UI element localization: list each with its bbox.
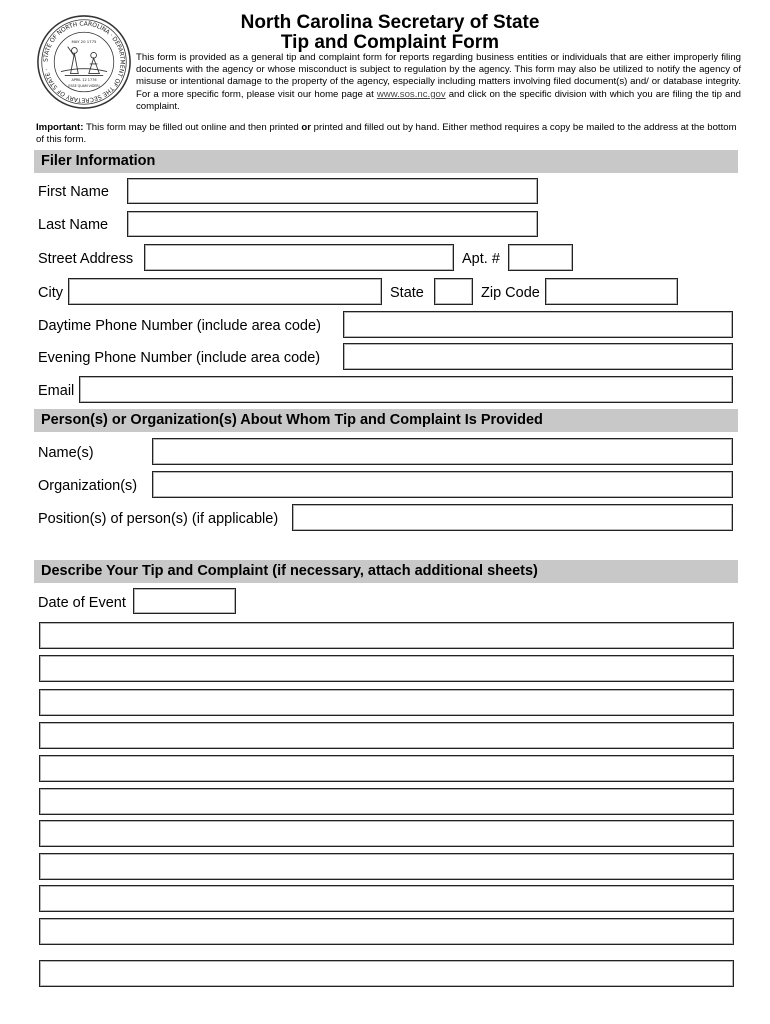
intro-paragraph [136,52,741,113]
seal-date: APRIL 12 1776 [71,78,97,83]
apt-label: Apt. # [462,251,500,267]
description-line-6[interactable] [39,788,734,815]
important-text-2: printed and filled out by hand. Either method requires a copy be mailed to the address at the bottom of this form. [36,122,737,146]
important-label: Important: [36,122,84,133]
positions-label: Position(s) of person(s) (if applicable) [38,511,279,527]
description-line-3[interactable] [39,689,734,716]
zip-code-label: Zip Code [481,285,540,301]
date-of-event-input[interactable] [133,588,236,614]
intro-text: This form is provided as a general tip and complaint form for reports regarding business entities or individuals that are either improperly filing documents with the agency or whose misconduct is subject to regulation by the agency. This form may also be utilized to notify the agency of misuse or intentional damage to the property of the agency, especially including matters involving filed document(s) and/ or database integrity. For a more specific form, please visit our home page at [136,52,741,100]
date-of-event-label: Date of Event [38,595,126,611]
last-name-input[interactable] [127,211,538,237]
city-label: City [38,285,63,301]
apt-input[interactable] [508,244,573,271]
description-line-5[interactable] [39,755,734,782]
state-label: State [390,285,424,301]
sos-website-link[interactable]: www.sos.nc.gov [376,88,446,100]
city-input[interactable] [68,278,382,305]
section-subject-information: Person(s) or Organization(s) About Whom Tip and Complaint Is Provided [34,409,738,432]
state-input[interactable] [434,278,473,305]
first-name-label: First Name [38,184,109,200]
zip-code-input[interactable] [545,278,678,305]
seal-motto: ESSE QUAM VIDERI [68,83,100,88]
positions-input[interactable] [292,504,733,531]
street-address-label: Street Address [38,251,134,267]
names-input[interactable] [152,438,733,465]
daytime-phone-label: Daytime Phone Number (include area code) [38,318,321,334]
description-line-7[interactable] [39,820,734,847]
description-line-8[interactable] [39,853,734,880]
description-line-9[interactable] [39,885,734,912]
section-describe-complaint: Describe Your Tip and Complaint (if necessary, attach additional sheets) [34,560,738,583]
last-name-label: Last Name [38,217,109,233]
organizations-input[interactable] [152,471,733,498]
important-text-1: This form may be filled out online and then printed [85,122,299,133]
street-address-input[interactable] [144,244,454,271]
form-title-line1: North Carolina Secretary of State [240,12,540,33]
section-filer-information: Filer Information [34,150,738,173]
organizations-label: Organization(s) [38,478,138,494]
description-line-10[interactable] [39,918,734,945]
email-input[interactable] [79,376,733,403]
form-title-line2: Tip and Complaint Form [280,32,500,53]
evening-phone-label: Evening Phone Number (include area code) [38,350,321,366]
email-label: Email [38,383,75,399]
names-label: Name(s) [38,445,94,461]
nc-seal-logo [36,14,132,110]
intro-text-end: and click on the specific division with which you are filing the tip and complaint. [136,88,742,112]
description-line-1[interactable] [39,622,734,649]
important-note [36,122,741,146]
description-line-2[interactable] [39,655,734,682]
evening-phone-input[interactable] [343,343,733,370]
description-line-4[interactable] [39,722,734,749]
important-or: or [301,122,311,133]
description-line-11[interactable] [39,960,734,987]
first-name-input[interactable] [127,178,538,204]
daytime-phone-input[interactable] [343,311,733,338]
seal-ring-text: STATE OF NORTH CAROLINA · DEPARTMENT OF THE SECRETARY OF STATE · [42,20,126,104]
seal-banner: MAY 20 1775 [71,38,97,44]
